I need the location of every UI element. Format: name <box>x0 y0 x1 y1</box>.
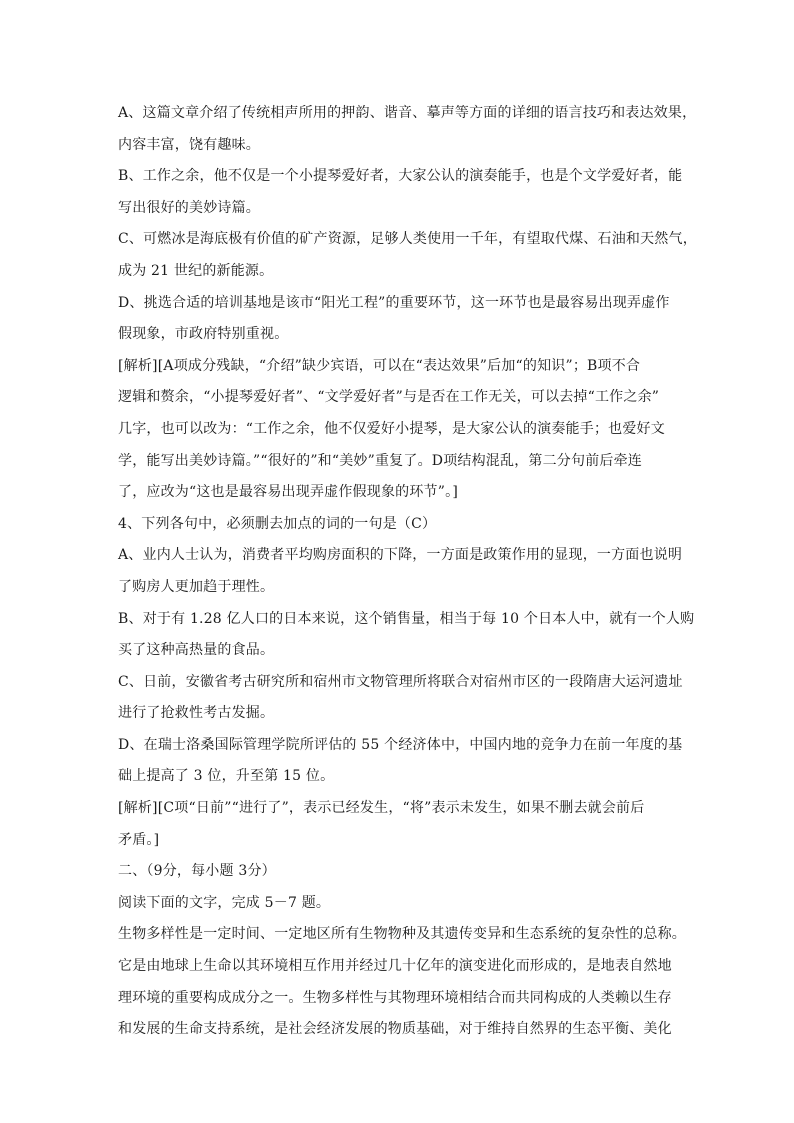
q4-analysis-line-2: 矛盾。] <box>118 831 160 848</box>
section-2-instruction: 阅读下面的文字，完成 5－7 题。 <box>118 894 331 911</box>
option-a-line-1: A、这篇文章介绍了传统相声所用的押韵、谐音、摹声等方面的详细的语言技巧和表达效果， <box>118 105 697 121</box>
analysis-line-4: 学，能写出美妙诗篇。”“很好的”和“美妙”重复了。D项结构混乱，第二分句前后牵连 <box>118 452 643 469</box>
analysis-line-1: [解析][A项成分残缺，“介绍”缺少宾语，可以在“表达效果”后加“的知识”；B项不合 <box>118 357 641 374</box>
q4-option-c-line-1: C、日前，安徽省考古研究所和宿州市文物管理所将联合对宿州市区的一段隋唐大运河遗址 <box>118 673 683 690</box>
analysis-line-3: 几字，也可以改为：“工作之余，他不仅爱好小提琴，是大家公认的演奏能手；也爱好文 <box>118 420 665 437</box>
option-d-line-1: D、挑选合适的培训基地是该市“阳光工程”的重要环节，这一环节也是最容易出现弄虚作 <box>118 294 670 311</box>
q4-analysis-line-1: [解析][C项“日前”“进行了”，表示已经发生，“将”表示未发生，如果不删去就会前后 <box>118 800 645 817</box>
option-c-line-1: C、可燃冰是海底极有价值的矿产资源，足够人类使用一千年，有望取代煤、石油和天然气， <box>118 231 697 248</box>
q4-option-a-line-2: 了购房人更加趋于理性。 <box>118 578 275 595</box>
q4-option-a-line-1: A、业内人士认为，消费者平均购房面积的下降，一方面是政策作用的显现，一方面也说明 <box>118 547 683 564</box>
passage-line-2: 它是由地球上生命以其环境相互作用并经过几十亿年的演变进化而形成的，是地表自然地 <box>118 958 672 975</box>
analysis-line-5: 了，应改为“这也是最容易出现弄虚作假现象的环节”。] <box>118 484 458 501</box>
q4-option-d-line-1: D、在瑞士洛桑国际管理学院所评估的 55 个经济体中，中国内地的竞争力在前一年度的基 <box>118 736 683 753</box>
passage-line-3: 理环境的重要构成成分之一。生物多样性与其物理环境相结合而共同构成的人类赖以生存 <box>118 989 672 1006</box>
option-b-line-1: B、工作之余，他不仅是一个小提琴爱好者，大家公认的演奏能手，也是个文学爱好者，能 <box>118 168 683 185</box>
option-a-line-2: 内容丰富，饶有趣味。 <box>118 136 260 153</box>
q4-option-b-line-1: B、对于有 1.28 亿人口的日本来说，这个销售量，相当于每 10 个日本人中，就有一个人购 <box>118 610 695 627</box>
analysis-line-2: 逻辑和赘余，“小提琴爱好者”、“文学爱好者”与是否在工作无关，可以去掉“工作之余” <box>118 389 660 406</box>
q4-option-b-line-2: 买了这种高热量的食品。 <box>118 642 275 659</box>
option-b-line-2: 写出很好的美妙诗篇。 <box>118 199 260 216</box>
document-body <box>118 98 697 1046</box>
q4-option-d-line-2: 础上提高了 3 位，升至第 15 位。 <box>118 768 335 785</box>
question-4-stem: 4、下列各句中，必须删去加点的词的一句是（C） <box>118 515 437 532</box>
option-c-line-2: 成为 21 世纪的新能源。 <box>118 262 274 279</box>
option-d-line-2: 假现象，市政府特别重视。 <box>118 326 289 343</box>
q4-option-c-line-2: 进行了抢救性考古发掘。 <box>118 705 275 722</box>
passage-line-4: 和发展的生命支持系统，是社会经济发展的物质基础，对于维持自然界的生态平衡、美化 <box>118 1021 672 1038</box>
passage-line-1: 生物多样性是一定时间、一定地区所有生物物种及其遗传变异和生态系统的复杂性的总称。 <box>118 926 686 943</box>
section-2-heading: 二、（9分，每小题 3分） <box>118 863 276 880</box>
